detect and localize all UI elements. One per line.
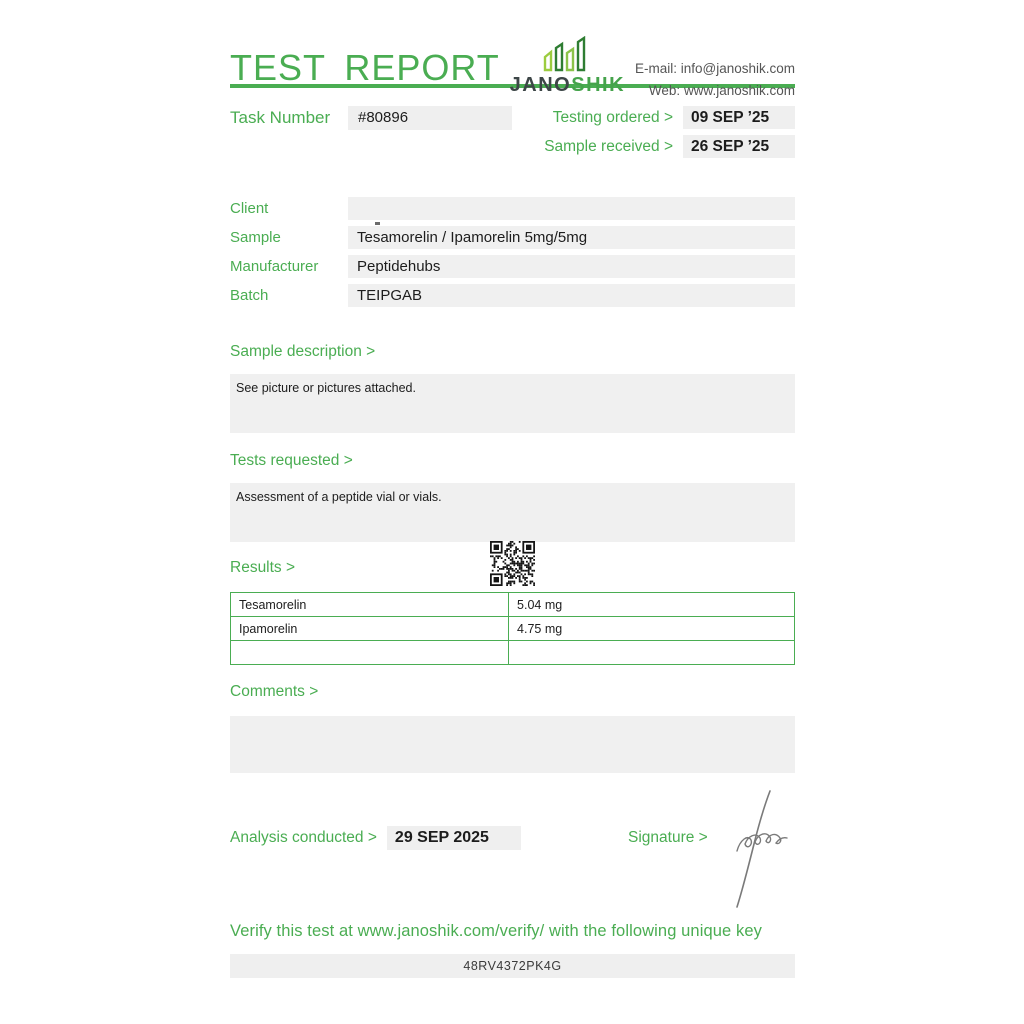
tests-requested-heading: Tests requested > [230,452,353,469]
signature-label: Signature > [628,829,708,846]
brand-logo [510,36,625,96]
manufacturer-label: Manufacturer [230,258,319,275]
logo-text-green: SHIK [571,74,626,96]
client-label: Client [230,200,269,217]
header [230,0,795,98]
batch-row [230,284,795,307]
sample-value: Tesamorelin / Ipamorelin 5mg/5mg [348,226,795,249]
sample-received-label: Sample received > [544,137,673,155]
logo-text-dark: JANO [509,74,572,96]
sample-received-row [544,135,795,158]
manufacturer-row [230,255,795,278]
testing-ordered-row [544,106,795,129]
sample-info-block [230,197,795,307]
table-row [231,641,795,665]
result-name: Tesamorelin [231,593,509,617]
sample-description-heading: Sample description > [230,343,376,360]
logo-wordmark [510,74,625,96]
sample-row [230,226,795,249]
analysis-conducted-label: Analysis conducted > [230,829,377,846]
redacted-mark [375,222,380,225]
table-row [231,593,795,617]
qr-code [490,541,535,586]
task-number-label: Task Number [230,108,331,127]
testing-ordered-label: Testing ordered > [552,108,673,126]
signature-scribble [725,788,795,910]
task-number-value: #80896 [348,106,512,130]
client-value [348,197,795,220]
analysis-signature-row [230,826,795,850]
analysis-conducted-date: 29 SEP 2025 [387,826,521,850]
unique-key: 48RV4372PK4G [230,954,795,978]
results-heading: Results > [230,559,296,576]
results-table [230,592,795,665]
sample-received-value: 26 SEP ’25 [683,135,795,158]
testing-ordered-value: 09 SEP ’25 [683,106,795,129]
web-line: Web: www.janoshik.com [648,82,795,98]
table-row [231,617,795,641]
email-line: E-mail: info@janoshik.com [634,61,795,76]
client-row [230,197,795,220]
sample-label: Sample [230,229,281,246]
dates-group [544,106,795,158]
batch-label: Batch [230,287,269,304]
logo-bars-icon [541,36,593,72]
sample-description-box [230,374,795,433]
result-name [231,641,509,665]
result-name: Ipamorelin [231,617,509,641]
comments-heading: Comments > [230,683,319,700]
result-value: 5.04 mg [509,593,795,617]
comments-box [230,716,795,773]
result-value [509,641,795,665]
results-band [230,542,795,592]
tests-requested-box [230,483,795,542]
batch-value: TEIPGAB [348,284,795,307]
verify-instruction: Verify this test at www.janoshik.com/verify/ with the following unique key [230,922,762,940]
task-number-group [230,106,512,158]
task-row [230,106,795,158]
tests-requested-text: Assessment of a peptide vial or vials. [236,490,442,504]
sample-description-text: See picture or pictures attached. [236,381,416,395]
page-title: TEST REPORT [230,47,500,88]
contact-info [635,36,795,101]
manufacturer-value: Peptidehubs [348,255,795,278]
comments-text [230,716,795,723]
result-value: 4.75 mg [509,617,795,641]
